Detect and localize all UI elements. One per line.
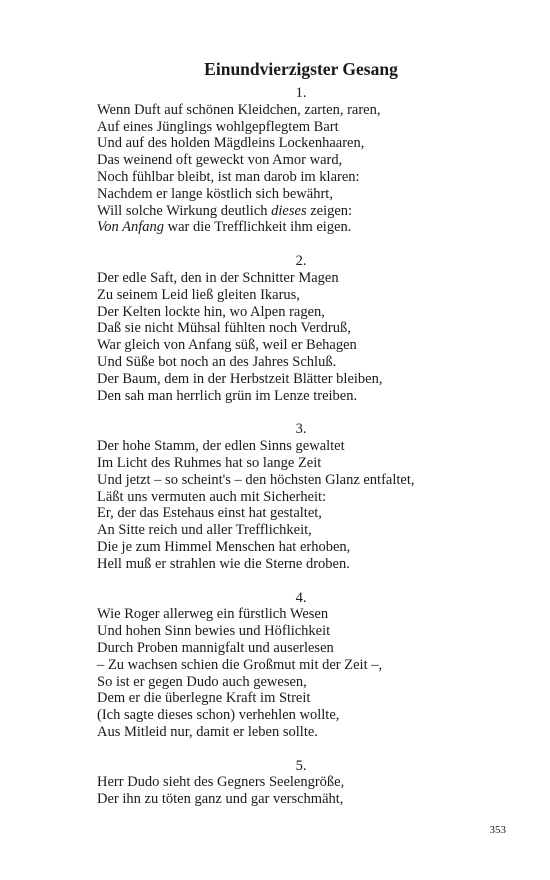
verse-line [97,455,517,472]
verse-text: Wenn Duft auf schönen Kleidchen, zarten, raren, [97,101,381,118]
verse-text: Herr Dudo sieht des Gegners Seelengröße, [97,774,345,791]
verse-text: Durch Proben mannigfalt und auserlesen [97,639,334,656]
verse-text: Läßt uns vermuten auch mit Sicherheit: [97,488,327,505]
verse-line [97,707,517,724]
verse-line [97,337,517,354]
verse-text: Und jetzt – so scheint's – den höchsten Glanz entfaltet, [97,471,415,488]
verse-text: (Ich sagte dieses schon) verhehlen wollte, [97,707,340,724]
page-number: 353 [489,824,506,836]
verse-text: Hell muß er strahlen wie die Sterne droben. [97,555,350,572]
verse-line [97,354,517,371]
verse-text: War gleich von Anfang süß, weil er Behagen [97,337,357,354]
verse-text: Der edle Saft, den in der Schnitter Magen [97,269,339,286]
stanza [97,421,517,572]
verse-line [97,304,517,321]
emphasized-text: dieses [271,202,307,219]
verse-line [97,203,517,220]
verse-text: Die je zum Himmel Menschen hat erhoben, [97,538,351,555]
page-title: Einundvierzigster Gesang [204,59,398,79]
stanza [97,85,517,236]
verse-text: Wie Roger allerweg ein fürstlich Wesen [97,606,329,623]
verse-line [97,539,517,556]
verse-line [97,388,517,405]
verse-line [97,724,517,741]
verse-line [97,320,517,337]
verse-text: Nachdem er lange köstlich sich bewährt, [97,185,333,202]
stanza-number: 5. [295,757,307,774]
verse-text: zeigen: [306,202,353,219]
verse-line [97,690,517,707]
verse-line [97,606,517,623]
verse-line [97,640,517,657]
verse-text: Der Baum, dem in der Herbstzeit Blätter bleiben, [97,370,383,387]
verse-line [97,472,517,489]
poem [97,85,517,825]
stanza [97,758,517,808]
verse-text: An Sitte reich und aller Trefflichkeit, [97,522,312,539]
verse-text: Der Kelten lockte hin, wo Alpen ragen, [97,303,325,320]
verse-line [97,438,517,455]
verse-line [97,556,517,573]
verse-text: war die Trefflichkeit ihm eigen. [164,219,352,236]
verse-text: Das weinend oft geweckt von Amor ward, [97,152,343,169]
verse-text: Und Süße bot noch an des Jahres Schluß. [97,353,337,370]
verse-text: Er, der das Estehaus einst hat gestaltet, [97,505,322,522]
verse-text: Auf eines Jünglings wohlgepflegtem Bart [97,118,339,135]
verse-line [97,371,517,388]
verse-line [97,505,517,522]
verse-text: Den sah man herrlich grün im Lenze treiben. [97,387,358,404]
stanza-number: 1. [295,85,307,101]
verse-line [97,287,517,304]
verse-text: Der ihn zu töten ganz und gar verschmäht, [97,791,344,808]
verse-text: Zu seinem Leid ließ gleiten Ikarus, [97,286,300,303]
verse-line [97,674,517,691]
verse-text: – Zu wachsen schien die Großmut mit der Zeit –, [97,656,383,673]
stanza-number: 4. [295,589,307,606]
verse-line [97,219,517,236]
verse-line [97,186,517,203]
verse-text: Will solche Wirkung deutlich [97,202,272,219]
verse-line [97,152,517,169]
verse-text: Dem er die überlegne Kraft im Streit [97,690,311,707]
verse-text: Daß sie nicht Mühsal fühlten noch Verdruß, [97,320,351,337]
stanza [97,253,517,404]
verse-line [97,119,517,136]
verse-line [97,102,517,119]
verse-line [97,657,517,674]
verse-text: So ist er gegen Dudo auch gewesen, [97,673,307,690]
verse-line [97,791,517,808]
verse-text: Der hohe Stamm, der edlen Sinns gewaltet [97,438,345,455]
verse-line [97,774,517,791]
verse-line [97,135,517,152]
verse-line [97,522,517,539]
verse-text: Aus Mitleid nur, damit er leben sollte. [97,723,318,740]
stanza-number: 3. [295,421,307,438]
stanza-number: 2. [295,253,307,270]
emphasized-text: Von Anfang [97,219,164,236]
stanza [97,590,517,741]
verse-line [97,623,517,640]
verse-text: Und auf des holden Mägdleins Lockenhaaren, [97,135,365,152]
verse-line [97,489,517,506]
verse-text: Noch fühlbar bleibt, ist man darob im klaren: [97,168,360,185]
verse-text: Und hohen Sinn bewies und Höflichkeit [97,623,331,640]
verse-text: Im Licht des Ruhmes hat so lange Zeit [97,454,322,471]
verse-line [97,169,517,186]
verse-line [97,270,517,287]
